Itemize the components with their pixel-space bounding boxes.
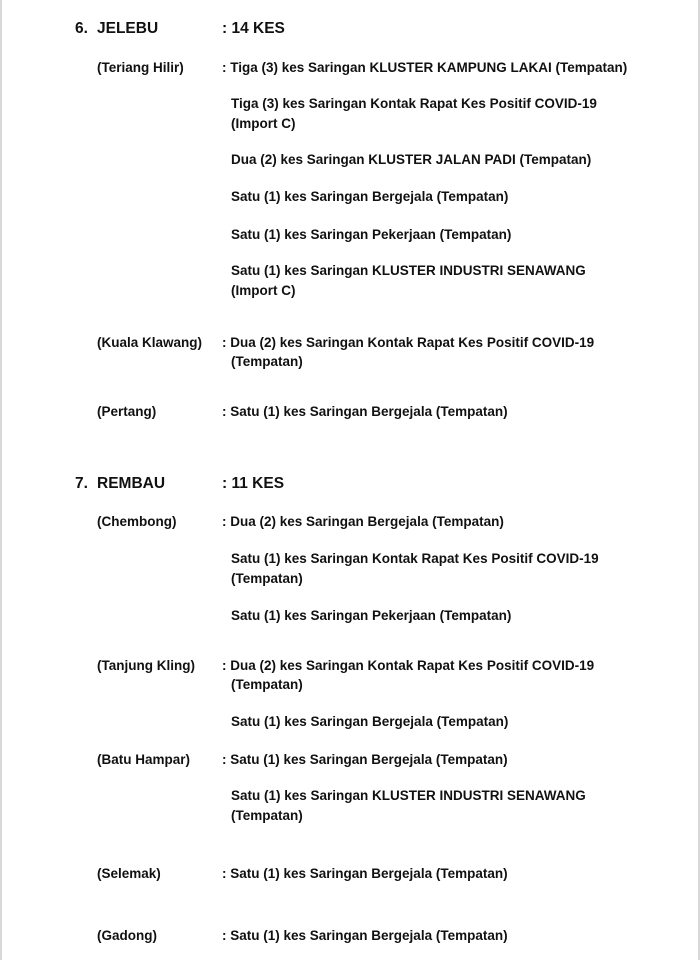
case-line: Satu (1) kes Saringan Kontak Rapat Kes Positif COVID-19 [231,551,599,566]
page-edge-left [0,0,2,960]
case-line: : Satu (1) kes Saringan Bergejala (Tempatan) [222,752,508,767]
case-line: : Dua (2) kes Saringan Kontak Rapat Kes Positif COVID-19 [222,658,595,673]
case-line: : Tiga (3) kes Saringan KLUSTER KAMPUNG LAKAI (Tempatan) [222,60,628,75]
case-line: : Satu (1) kes Saringan Bergejala (Tempatan) [222,866,508,881]
area-name: (Teriang Hilir) [97,60,184,75]
area-name: (Chembong) [97,514,177,529]
section-number: 6. [75,20,88,37]
case-line: Satu (1) kes Saringan Bergejala (Tempatan) [231,714,509,729]
area-name: (Selemak) [97,866,161,881]
district-total: : 11 KES [222,475,285,492]
case-line: : Satu (1) kes Saringan Bergejala (Tempatan) [222,928,508,943]
case-line: Tiga (3) kes Saringan Kontak Rapat Kes Positif COVID-19 [231,96,597,111]
case-line: (Tempatan) [231,354,303,369]
case-line: (Tempatan) [231,677,303,692]
district-total: : 14 KES [222,20,285,37]
case-line: (Tempatan) [231,808,303,823]
area-name: (Batu Hampar) [97,752,191,767]
case-line: Satu (1) kes Saringan KLUSTER INDUSTRI SENAWANG [231,263,586,278]
district-name: REMBAU [97,475,166,492]
case-line: (Import C) [231,283,296,298]
case-line: Satu (1) kes Saringan Bergejala (Tempatan) [231,189,509,204]
case-line: Satu (1) kes Saringan KLUSTER INDUSTRI SENAWANG [231,788,586,803]
section-number: 7. [75,475,88,492]
area-name: (Gadong) [97,928,157,943]
case-line: Satu (1) kes Saringan Pekerjaan (Tempatan) [231,227,512,242]
area-name: (Tanjung Kling) [97,658,195,673]
case-line: : Dua (2) kes Saringan Bergejala (Tempatan) [222,514,504,529]
case-line: (Import C) [231,116,296,131]
case-line: : Dua (2) kes Saringan Kontak Rapat Kes Positif COVID-19 [222,335,595,350]
area-name: (Pertang) [97,404,157,419]
district-name: JELEBU [97,20,159,37]
case-line: Satu (1) kes Saringan Pekerjaan (Tempatan) [231,608,512,623]
area-name: (Kuala Klawang) [97,335,203,350]
case-line: (Tempatan) [231,571,303,586]
case-line: Dua (2) kes Saringan KLUSTER JALAN PADI (Tempatan) [231,152,592,167]
case-line: : Satu (1) kes Saringan Bergejala (Tempatan) [222,404,508,419]
